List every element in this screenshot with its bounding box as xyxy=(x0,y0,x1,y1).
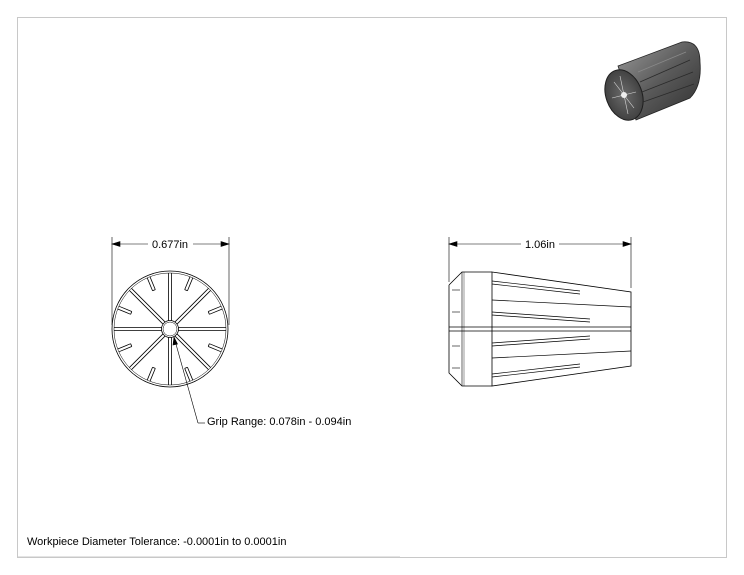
end-view-width-label: 0.677in xyxy=(151,239,189,251)
collet-3d-preview xyxy=(598,42,700,126)
collet-end-view xyxy=(112,271,228,387)
grip-range-note: Grip Range: 0.078in - 0.094in xyxy=(207,416,352,428)
tolerance-note: Workpiece Diameter Tolerance: -0.0001in to 0.0001in xyxy=(27,536,287,548)
side-view-length-label: 1.06in xyxy=(525,239,555,251)
collet-side-view xyxy=(449,272,631,386)
end-view-bore xyxy=(162,321,179,338)
